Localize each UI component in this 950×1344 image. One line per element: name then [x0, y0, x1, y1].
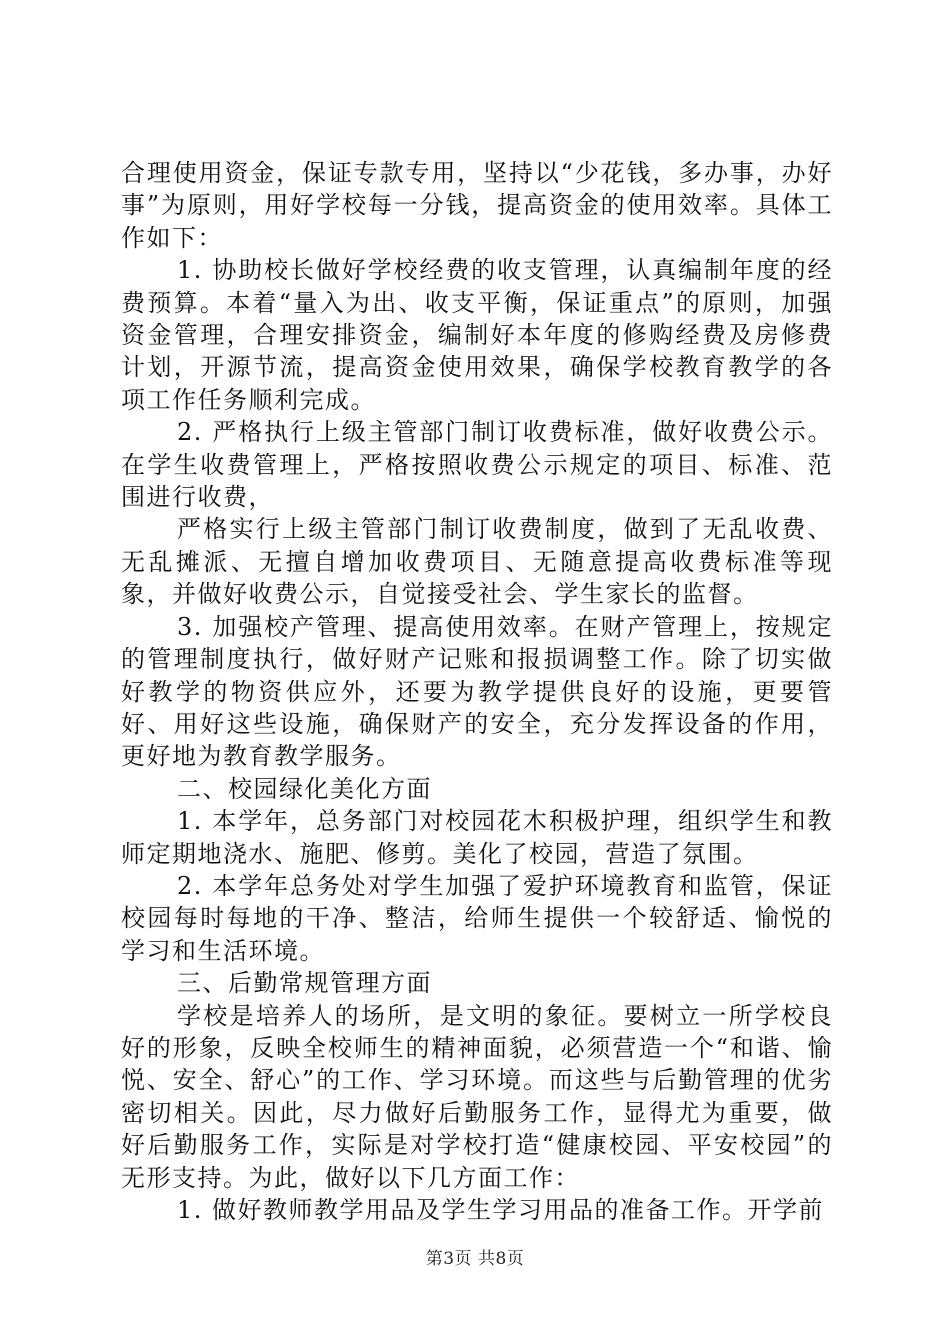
section-heading-2: 二、校园绿化美化方面: [177, 774, 432, 803]
paragraph-4: 严格实行上级主管部门制订收费制度，做到了无乱收费、无乱摊派、无擅自增加收费项目、无随意提高收费标准等现象，并做好收费公示，自觉接受社会、学生家长的监督。: [121, 515, 833, 609]
paragraph-1: 合理使用资金，保证专款专用，坚持以“少花钱，多办事，办好事”为原则，用好学校每一分钱，提高资金的使用效率。具体工作如下：: [121, 159, 833, 252]
paragraph-9: 1. 做好教师教学用品及学生学习用品的准备工作。开学前: [177, 1196, 825, 1224]
page-footer: 第3页 共8页: [425, 1249, 525, 1269]
paragraph-7: 2. 本学年总务处对学生加强了爱护环境教育和监管，保证校园每时每地的干净、整洁，给师生提供一个较舒适、愉悦的学习和生活环境。: [121, 871, 833, 965]
paragraph-6: 1. 本学年，总务部门对校园花木积极护理，组织学生和教师定期地浇水、施肥、修剪。美化了校园，营造了氛围。: [121, 807, 833, 868]
document-body: [121, 157, 833, 1226]
section-heading-3: 三、后勤常规管理方面: [177, 969, 432, 998]
paragraph-5: 3. 加强校产管理、提高使用效率。在财产管理上，按规定的管理制度执行，做好财产记账和报损调整工作。除了切实做好教学的物资供应外，还要为教学提供良好的设施，更要管好、用好这些设施，确保财产的安全，充分发挥设备的作用，更好地为教育教学服务。: [121, 612, 833, 771]
paragraph-2: 1. 协助校长做好学校经费的收支管理，认真编制年度的经费预算。本着“量入为出、收支平衡，保证重点”的原则，加强资金管理，合理安排资金，编制好本年度的修购经费及房修费计划，开源节流，提高资金使用效果，确保学校教育教学的各项工作任务顺利完成。: [121, 256, 833, 414]
paragraph-3: 2. 严格执行上级主管部门制订收费标准，做好收费公示。在学生收费管理上，严格按照收费公示规定的项目、标准、范围进行收费，: [121, 418, 833, 512]
paragraph-8: 学校是培养人的场所，是文明的象征。要树立一所学校良好的形象，反映全校师生的精神面貌，必须营造一个“和谐、愉悦、安全、舒心”的工作、学习环境。而这些与后勤管理的优劣密切相关。因此，尽力做好后勤服务工作，显得尤为重要，做好后勤服务工作，实际是对学校打造“健康校园、平安校园”的无形支持。为此，做好以下几方面工作：: [121, 1001, 833, 1192]
